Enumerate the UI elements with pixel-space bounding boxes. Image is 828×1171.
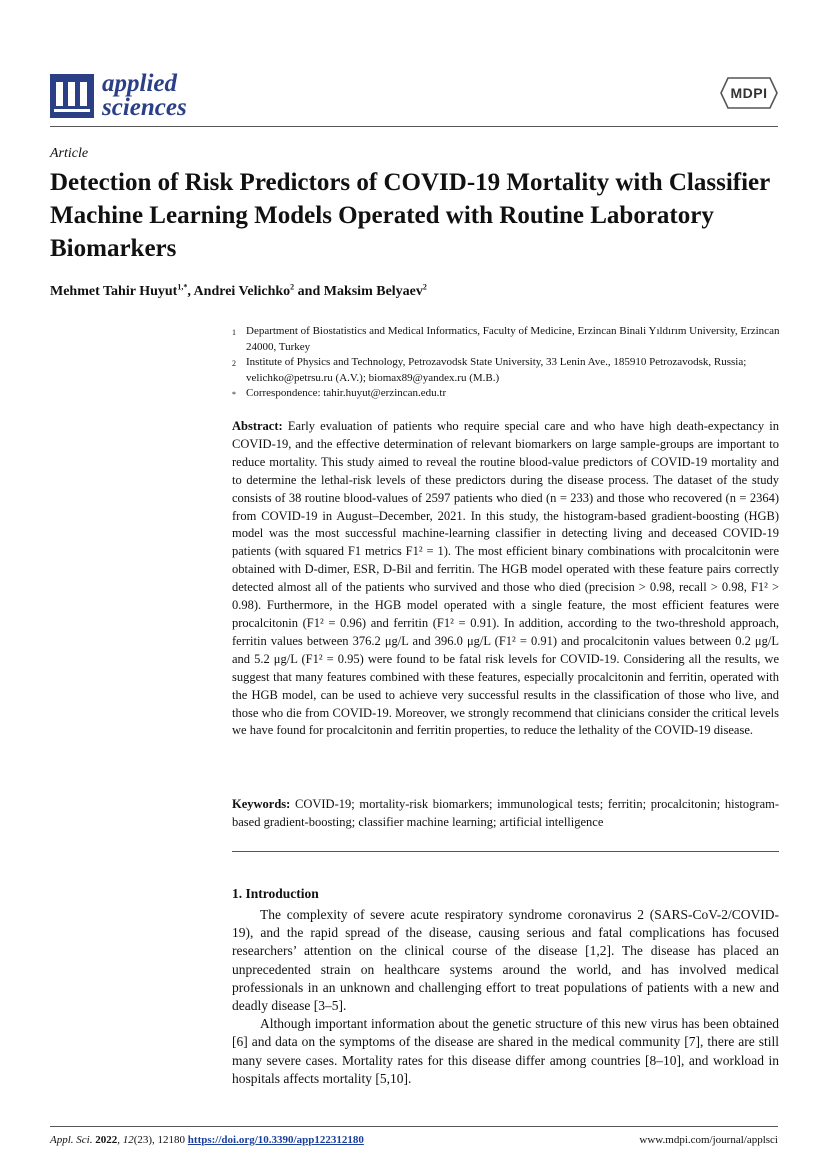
journal-emblem-icon xyxy=(50,74,94,118)
author-affiliation-mark: 2 xyxy=(422,282,427,292)
journal-logo xyxy=(50,72,187,120)
paragraph: Although important information about the genetic structure of this new virus has been obtained [6] and data on the symptoms of the disease are shared in the medical community [7], there are still many severe cases. Mortality rates for this disease differ among countries [8–10], and workload in hospitals affects mortality [5,10]. xyxy=(232,1016,779,1086)
section-rule xyxy=(232,851,779,852)
footer-rule xyxy=(50,1126,778,1127)
author-list: Mehmet Tahir Huyut$^{1,*}$, Andrei Velichko$^2$ and Maksim Belyaev$^2$ xyxy=(50,282,427,299)
keywords-label: Keywords: xyxy=(232,797,291,811)
author-affiliation-mark: 2 xyxy=(290,282,295,292)
affiliations xyxy=(232,324,782,403)
header-rule xyxy=(50,126,778,127)
abstract-text: Early evaluation of patients who require special care and who have high death-expectancy in COVID-19, and the effective determination of relevant biomarkers on large sample-groups are important to reduce mortality. This study aimed to reveal the routine blood-value predictors of COVID-19 mortality and to determine the lethal-risk levels of these predictors during the disease process. The dataset of the study consists of 38 routine blood-values of 2597 patients who died (n = 233) and those who recovered (n = 2364) from COVID-19 in August–December, 2021. In this study, the histogram-based gradient-boosting (HGB) model was the most successful machine-learning classifier in detecting living and deceased COVID-19 patients (with squared F1 metrics F1² = 1). The most efficient binary combinations with procalcitonin were obtained with D-dimer, ESR, D-Bil and ferritin. The HGB model operated with these feature pairs correctly detected almost all of the patients who survived and those who died (precision > 0.98, recall > 0.98, F1² > 0.98). Furthermore, in the HGB model operated with a single feature, the most efficient features were procalcitonin (F1² = 0.96) and ferritin (F1² = 0.91). In addition, according to the two-threshold approach, ferritin values between 376.2 μg/L and 396.0 μg/L (F1² = 0.91) and procalcitonin values between 0.2 μg/L and 5.2 μg/L (F1² = 0.95) were found to be fatal risk levels for COVID-19. Considering all the results, we suggest that many features combined with these features, especially procalcitonin and ferritin, operated with the HGB model, can be used to achieve very successful results in the classification of those who live, and those who die from COVID-19. Moreover, we strongly recommend that clinicians consider the critical levels we have found for procalcitonin and ferritin properties, to reduce the lethality of the COVID-19 disease. xyxy=(232,419,780,738)
author-affiliation-mark: 1,* xyxy=(177,282,188,292)
abstract-label: Abstract: xyxy=(232,419,283,433)
citation: Appl. Sci. 2022, 12(23), 12180 https://doi.org/10.3390/app122312180 xyxy=(50,1134,364,1146)
doi-link[interactable]: https://doi.org/10.3390/app122312180 xyxy=(187,1134,364,1146)
affiliation-item: 1 Department of Biostatistics and Medical Informatics, Faculty of Medicine, Erzincan Binali Yıldırım University, Erzincan 24000, Turkey xyxy=(232,325,780,353)
article-title: Detection of Risk Predictors of COVID-19 Mortality with Classifier Machine Learning Models Operated with Routine Laboratory Biomarkers xyxy=(50,169,770,262)
section-heading: 1. Introduction xyxy=(232,886,319,901)
author-name: Mehmet Tahir Huyut xyxy=(50,284,178,299)
keywords-text: COVID-19; mortality-risk biomarkers; immunological tests; ferritin; procalcitonin; histogram-based gradient-boosting; classifier machine learning; artificial intelligence xyxy=(232,797,779,829)
article-type: Article xyxy=(50,146,89,161)
journal-website[interactable]: www.mdpi.com/journal/applsci xyxy=(639,1134,778,1146)
journal-name: applied sciences xyxy=(102,70,187,121)
author-name: Maksim Belyaev xyxy=(323,284,423,299)
publisher-logo: MDPI xyxy=(720,76,778,110)
keywords xyxy=(232,796,779,832)
correspondence-item: * Correspondence: tahir.huyut@erzincan.edu.tr xyxy=(232,387,447,399)
affiliation-item: 2 Institute of Physics and Technology, Petrozavodsk State University, 33 Lenin Ave., 185910 Petrozavodsk, Russia; velichko@petrsu.ru (A.V.); biomax89@yandex.ru (M.B.) xyxy=(232,356,747,384)
paragraph: The complexity of severe acute respiratory syndrome coronavirus 2 (SARS-CoV-2/COVID-19), and the rapid spread of the disease, causing serious and fatal complications has focused researchers’ attention on the clinical course of the disease [1,2]. The disease has placed an unprecedented strain on healthcare systems around the world, and has involved medical professionals in an unknown and challenging effort to treat populations of patients with a new and deadly disease [3–5]. xyxy=(232,907,779,1014)
abstract xyxy=(232,418,779,740)
introduction-body xyxy=(232,906,779,1088)
author-name: Andrei Velichko xyxy=(193,284,291,299)
